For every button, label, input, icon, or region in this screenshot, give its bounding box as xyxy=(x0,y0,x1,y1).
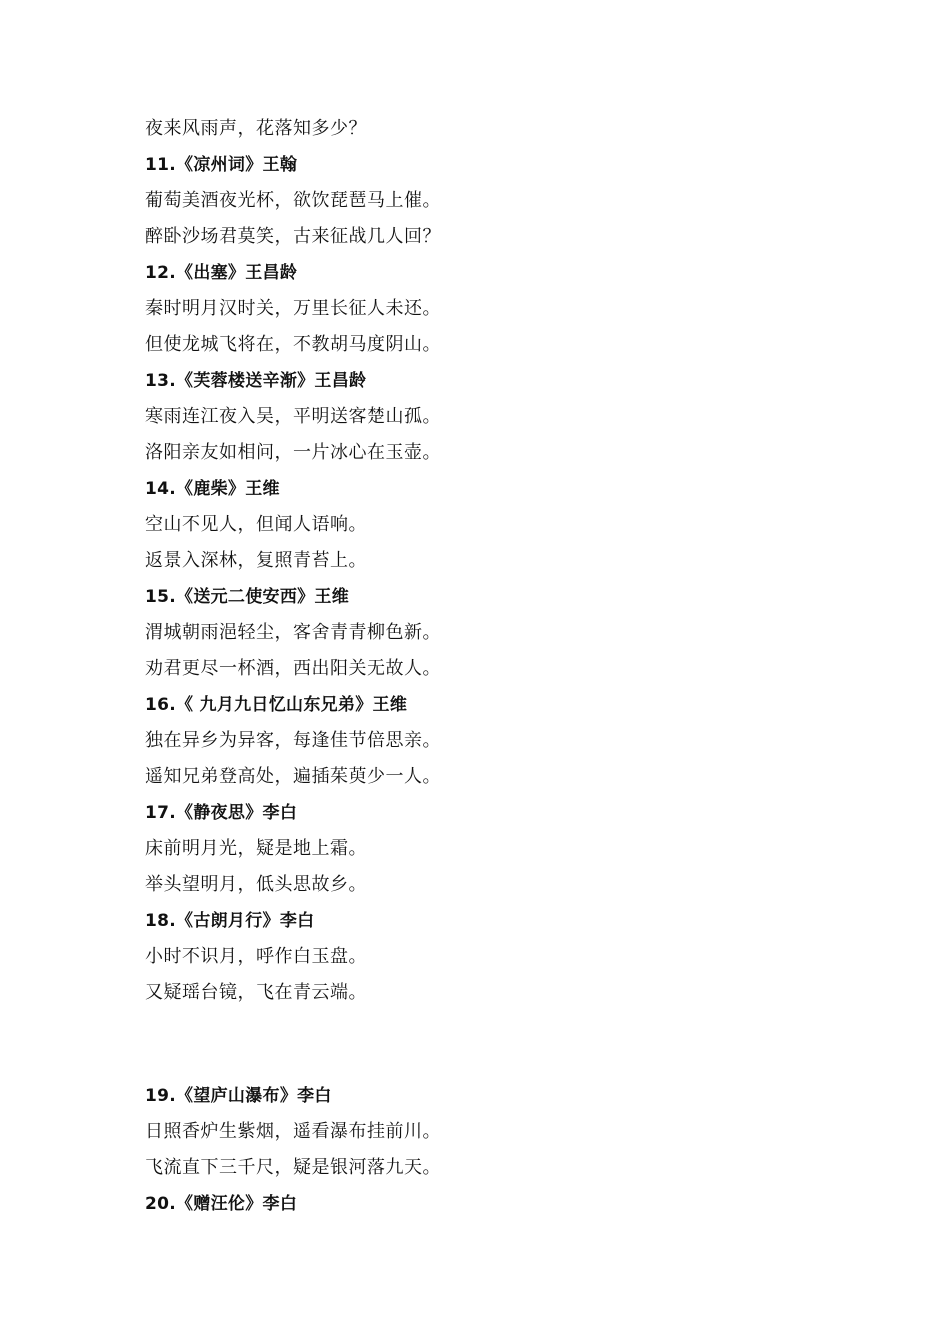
poem-title-wanglushan: 19.《望庐山瀑布》李白 xyxy=(145,1086,332,1106)
poem-block-upper xyxy=(145,111,845,1011)
poem-title-chusai: 12.《出塞》王昌龄 xyxy=(145,263,298,283)
poem-verse-line: 小时不识月，呼作白玉盘。 xyxy=(145,946,367,967)
poem-block-lower xyxy=(145,1078,845,1222)
poem-title-zengwanglun: 20.《赠汪伦》李白 xyxy=(145,1194,298,1214)
poem-title-jiuyuejiuri: 16.《 九月九日忆山东兄弟》王维 xyxy=(145,695,408,715)
poem-verse-line: 寒雨连江夜入吴，平明送客楚山孤。 xyxy=(145,406,441,427)
poem-title-liangzhouci: 11.《凉州词》王翰 xyxy=(145,155,298,175)
poem-verse-line: 秦时明月汉时关，万里长征人未还。 xyxy=(145,298,441,319)
poem-verse-line: 但使龙城飞将在，不教胡马度阴山。 xyxy=(145,334,441,355)
poem-verse-line: 又疑瑶台镜，飞在青云端。 xyxy=(145,982,367,1003)
poem-verse-line: 醉卧沙场君莫笑，古来征战几人回？ xyxy=(145,226,441,247)
poem-verse-line: 日照香炉生紫烟，遥看瀑布挂前川。 xyxy=(145,1121,441,1142)
poem-title-furonglou: 13.《芙蓉楼送辛渐》王昌龄 xyxy=(145,371,367,391)
poem-verse-line: 遥知兄弟登高处，遍插茱萸少一人。 xyxy=(145,766,441,787)
poem-verse-line: 返景入深林，复照青苔上。 xyxy=(145,550,367,571)
poem-verse-line: 劝君更尽一杯酒，西出阳关无故人。 xyxy=(145,658,441,679)
poem-title-gulangyuexing: 18.《古朗月行》李白 xyxy=(145,911,315,931)
poem-verse-line: 举头望明月，低头思故乡。 xyxy=(145,874,367,895)
poem-verse-line: 洛阳亲友如相问，一片冰心在玉壶。 xyxy=(145,442,441,463)
poem-verse-line: 飞流直下三千尺，疑是银河落九天。 xyxy=(145,1157,441,1178)
poem-verse-line: 独在异乡为异客，每逢佳节倍思亲。 xyxy=(145,730,441,751)
poem-verse-line: 床前明月光，疑是地上霜。 xyxy=(145,838,367,859)
poem-verse-line: 渭城朝雨浥轻尘，客舍青青柳色新。 xyxy=(145,622,441,643)
poem-title-luzhai: 14.《鹿柴》王维 xyxy=(145,479,280,499)
poem-verse-line: 空山不见人，但闻人语响。 xyxy=(145,514,367,535)
poem-title-jingyesi: 17.《静夜思》李白 xyxy=(145,803,298,823)
poem-verse-line: 葡萄美酒夜光杯，欲饮琵琶马上催。 xyxy=(145,190,441,211)
poem-verse-line: 夜来风雨声，花落知多少？ xyxy=(145,118,367,139)
poem-title-songyuaner: 15.《送元二使安西》王维 xyxy=(145,587,350,607)
